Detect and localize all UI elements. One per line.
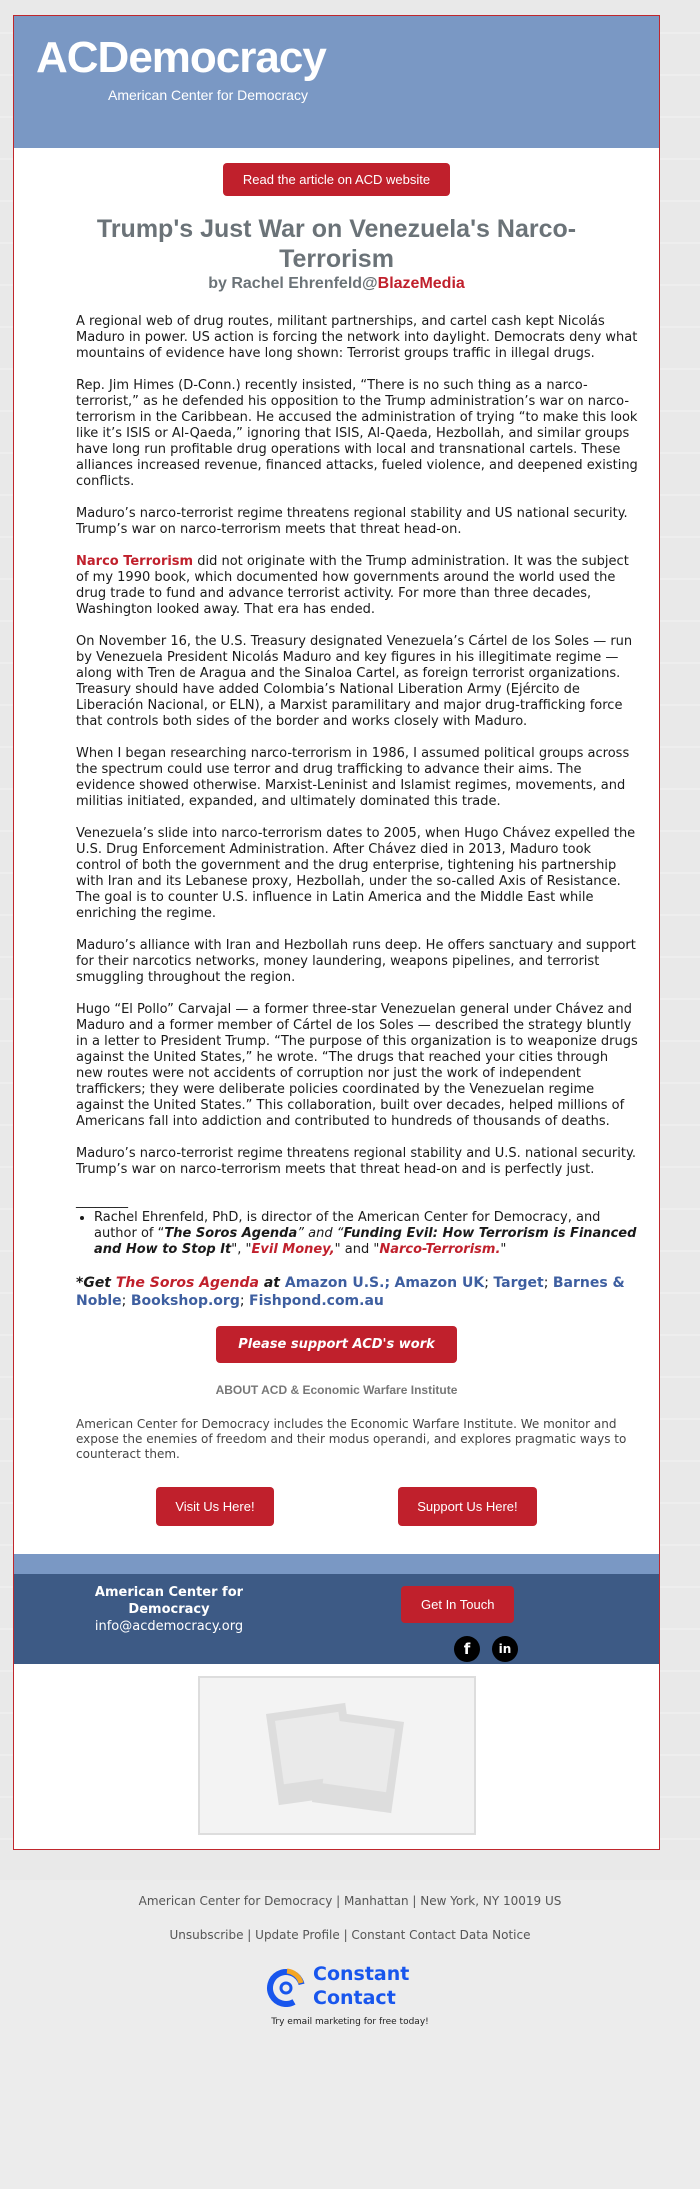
fishpond-link[interactable]: Fishpond.com.au: [249, 1293, 384, 1309]
byline-source-link[interactable]: BlazeMedia: [377, 275, 465, 292]
about-text: American Center for Democracy includes the Economic Warfare Institute. We monitor and expose the enemies of freedom and their modus operandi, and explores pragmatic ways to counteract them.: [76, 1417, 627, 1461]
read-article-button[interactable]: Read the article on ACD website: [223, 163, 450, 196]
footer: [14, 1574, 659, 1664]
bio-text: Rachel Ehrenfeld, PhD, is director of the American Center for Democracy, and author of “: [94, 1210, 601, 1241]
article-title: Trump's Just War on Venezuela's Narco-Terrorism: [96, 215, 577, 273]
author-bio: [94, 1210, 639, 1258]
evil-money-link[interactable]: Evil Money,: [251, 1242, 335, 1257]
image-placeholder: [198, 1676, 476, 1835]
visit-us-button[interactable]: Visit Us Here!: [156, 1487, 273, 1526]
support-acd-button[interactable]: Please support ACD's work: [216, 1326, 457, 1363]
data-notice-link[interactable]: Constant Contact Data Notice: [351, 1928, 531, 1942]
unsubscribe-link[interactable]: Unsubscribe: [169, 1928, 244, 1942]
amazon-us-link[interactable]: Amazon U.S.;: [284, 1275, 391, 1291]
bio-text: " and ": [334, 1242, 380, 1257]
separator: |: [243, 1928, 256, 1942]
narco-terrorism-book-link[interactable]: Narco-Terrorism.: [379, 1242, 501, 1257]
bio-text: ", ": [231, 1242, 252, 1257]
paragraph: Maduro’s narco-terrorist regime threatens regional stability and U.S. national security. Trump’s war on narco-terrorism meets that threat head-on and is perfectly just.: [76, 1146, 636, 1177]
paragraph: [76, 554, 639, 618]
footer-email-link[interactable]: info@acdemocracy.org: [94, 1619, 244, 1634]
paragraph: Maduro’s alliance with Iran and Hezbollah runs deep. He offers sanctuary and support for their narcotics networks, money laundering, weapons pipelines, and terrorist smuggling throughout the region.: [76, 938, 636, 985]
target-link[interactable]: Target: [493, 1275, 544, 1291]
cc-line2: Contact: [313, 1987, 396, 2009]
address: American Center for Democracy | Manhattan | New York, NY 10019 US: [138, 1894, 562, 1908]
image-placeholder-icon: [200, 1678, 474, 1833]
get-text: *Get: [76, 1275, 116, 1291]
acd-logo[interactable]: [36, 32, 326, 104]
paragraph: When I began researching narco-terrorism in 1986, I assumed political groups across the spectrum could use terror and drug trafficking to advance their aims. The evidence showed otherwise. Marxist-Leninist and Islamist regimes, movements, and militias initiated, expanded, and ultimately dominated this trade.: [76, 746, 630, 809]
update-profile-link[interactable]: Update Profile: [255, 1928, 340, 1942]
about-title: ABOUT ACD & Economic Warfare Institute: [215, 1383, 458, 1397]
narco-terrorism-link[interactable]: Narco Terrorism: [76, 554, 194, 569]
constant-contact-logo[interactable]: [265, 1962, 435, 2010]
support-us-button[interactable]: Support Us Here!: [398, 1487, 536, 1526]
paragraph: Rep. Jim Himes (D-Conn.) recently insisted, “There is no such thing as a narco-terrorist,” as he defended his opposition to the Trump administration’s war on narco-terrorism in the Caribbean. He accused the administration of trying “to make this look like it’s ISIS or Al-Qaeda,” ignoring that ISIS, Al-Qaeda, Hezbollah, and similar groups have long run profitable drug operations with local and transnational cartels. These alliances increased revenue, financed attacks, fueled violence, and deepened existing conflicts.: [76, 378, 638, 489]
logo-subtitle: American Center for Democracy: [108, 87, 308, 103]
barnes-noble-link[interactable]: Barnes & Noble: [76, 1275, 625, 1309]
amazon-uk-link[interactable]: Amazon UK: [394, 1275, 485, 1291]
constant-contact-icon: [265, 1965, 307, 2007]
get-book-line: *Get The Soros Agenda at Amazon U.S.; Amazon UK; Target; Barnes & Noble; Bookshop.org; Fishpond.com.au: [76, 1275, 625, 1309]
email-card: [13, 15, 660, 1850]
paragraph: Hugo “El Pollo” Carvajal — a former three-star Venezuelan general under Chávez and Maduro and a former member of Cártel de los Soles — described the strategy bluntly in a letter to President Trump. “The purpose of this organization is to weaponize drugs against the United States,” he wrote. “The drugs that reached your cities through new routes were not accidents of corruption nor just the work of independent traffickers; they were deliberate policies coordinated by the Venezuelan regime against the United States.” This collaboration, built over decades, helped millions of Americans fall into addiction and contributed to hundreds of thousands of deaths.: [76, 1002, 638, 1129]
divider: ________: [76, 1194, 128, 1209]
linkedin-icon[interactable]: in: [492, 1636, 518, 1662]
bio-text: ” and “: [297, 1226, 344, 1241]
footer-band: [14, 1554, 659, 1574]
bio-book: The Soros Agenda: [164, 1226, 298, 1241]
cc-tagline[interactable]: Try email marketing for free today!: [271, 2017, 429, 2027]
bio-book: Funding Evil: How Terrorism is Financed and How to Stop It: [94, 1226, 637, 1257]
bookshop-link[interactable]: Bookshop.org: [130, 1293, 240, 1309]
article-body: [14, 314, 659, 1310]
author-bio-list: [76, 1210, 639, 1258]
byline-author: by Rachel Ehrenfeld@: [208, 275, 378, 292]
paragraph: Venezuela’s slide into narco-terrorism dates to 2005, when Hugo Chávez expelled the U.S. Drug Enforcement Administration. After Chávez died in 2013, Maduro took control of both the government and the drug enterprise, tightening his partnership with Iran and its Lebanese proxy, Hezbollah, under the so-called Axis of Resistance. The goal is to counter U.S. influence in Latin America and the Middle East while enriching the regime.: [76, 826, 636, 921]
logo-text: ACDemocracy: [36, 33, 326, 82]
cc-line1: Constant: [313, 1963, 410, 1985]
soros-agenda-link[interactable]: The Soros Agenda: [115, 1275, 259, 1291]
get-in-touch-button[interactable]: Get In Touch: [401, 1586, 514, 1623]
paragraph: On November 16, the U.S. Treasury designated Venezuela’s Cártel de los Soles — run by Venezuela President Nicolás Maduro and key figures in his illegitimate regime — along with Tren de Aragua and the Sinaloa Cartel, as foreign terrorist organizations. Treasury should have added Colombia’s National Liberation Army (Ejército de Liberación Nacional, or ELN), a Marxist paramilitary and major drug-trafficking force that controls both sides of the border and works closely with Maduro.: [76, 634, 633, 729]
header-banner: [14, 16, 659, 148]
footer-links: [0, 1928, 700, 1942]
facebook-icon[interactable]: f: [454, 1636, 480, 1662]
byline: [14, 274, 659, 294]
paragraph: A regional web of drug routes, militant partnerships, and cartel cash kept Nicolás Maduro in power. US action is forcing the network into daylight. Democrats deny what mountains of evidence have long shown: Terrorist groups traffic in illegal drugs.: [76, 314, 638, 361]
get-text: at: [258, 1275, 285, 1291]
footer-org: American Center for Democracy: [94, 1585, 244, 1617]
bio-text: ": [500, 1242, 507, 1257]
separator: |: [339, 1928, 352, 1942]
paragraph-text: did not originate with the Trump administration. It was the subject of my 1990 book, which documented how governments around the world used the drug trade to fund and advance terrorist activity. For more than three decades, Washington looked away. That era has ended.: [76, 554, 629, 617]
paragraph: Maduro’s narco-terrorist regime threatens regional stability and US national security. Trump’s war on narco-terrorism meets that threat head-on.: [76, 506, 628, 537]
